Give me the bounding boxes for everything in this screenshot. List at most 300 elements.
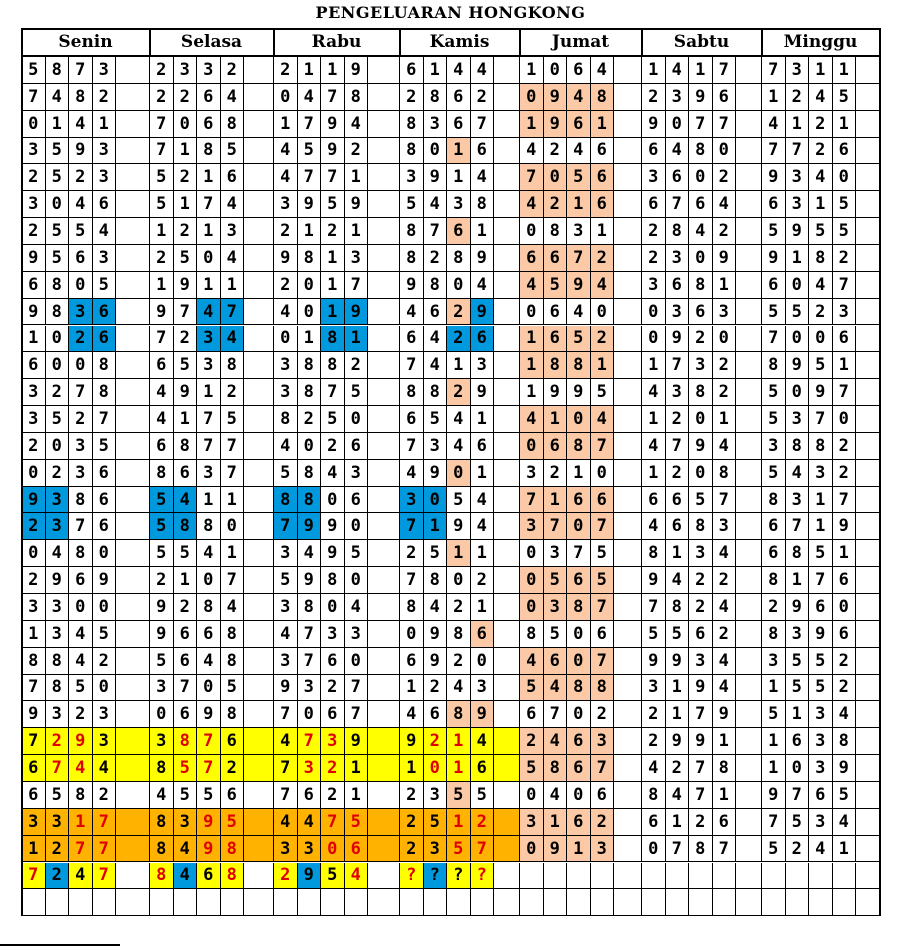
digit-cell: 7 [400, 513, 424, 540]
digit-cell: 5 [786, 809, 810, 836]
digit-cell: 6 [591, 138, 615, 165]
spacer-cell [116, 218, 150, 245]
digit-cell: 3 [424, 433, 448, 460]
spacer-cell [494, 701, 520, 728]
digit-cell: 4 [544, 782, 568, 809]
spacer-cell [614, 84, 642, 111]
digit-cell: 8 [174, 513, 198, 540]
digit-cell: 5 [762, 299, 786, 326]
digit-cell: 4 [424, 352, 448, 379]
spacer-cell [856, 326, 880, 353]
digit-cell: 8 [762, 621, 786, 648]
spacer-cell [244, 164, 274, 191]
digit-cell: 6 [447, 111, 471, 138]
digit-cell: 8 [46, 57, 70, 84]
digit-cell: 4 [591, 57, 615, 84]
digit-cell: 5 [762, 836, 786, 863]
digit-cell: 6 [567, 728, 591, 755]
digit-cell: 1 [345, 218, 369, 245]
digit-cell: 9 [424, 648, 448, 675]
digit-cell: 1 [809, 487, 833, 514]
digit-cell: 5 [544, 621, 568, 648]
digit-cell: 5 [400, 191, 424, 218]
spacer-cell [116, 836, 150, 863]
digit-cell: 1 [298, 57, 322, 84]
digit-cell: 5 [298, 138, 322, 165]
digit-cell: 4 [642, 433, 666, 460]
digit-cell: 9 [345, 191, 369, 218]
digit-cell: 1 [762, 84, 786, 111]
spacer-cell [736, 111, 762, 138]
digit-cell: 8 [424, 567, 448, 594]
digit-cell: 8 [567, 433, 591, 460]
spacer-cell [494, 594, 520, 621]
digit-cell: 2 [471, 84, 495, 111]
digit-cell: 4 [197, 540, 221, 567]
spacer-cell [736, 326, 762, 353]
spacer-cell [116, 782, 150, 809]
digit-cell: 5 [93, 272, 117, 299]
digit-cell: 9 [713, 245, 737, 272]
digit-cell: 8 [46, 299, 70, 326]
digit-cell: 3 [809, 701, 833, 728]
digit-cell: 8 [520, 621, 544, 648]
digit-cell: 5 [150, 648, 174, 675]
digit-cell: 1 [809, 191, 833, 218]
digit-cell: 1 [567, 191, 591, 218]
digit-cell: 7 [22, 728, 46, 755]
digit-cell: 5 [520, 755, 544, 782]
digit-cell: 9 [197, 809, 221, 836]
digit-cell: 9 [642, 648, 666, 675]
spacer-cell [856, 594, 880, 621]
digit-cell: 0 [833, 406, 857, 433]
digit-cell: 7 [93, 406, 117, 433]
digit-cell: 8 [471, 191, 495, 218]
digit-cell: 2 [666, 755, 690, 782]
spacer-cell [368, 57, 400, 84]
digit-cell: 1 [221, 487, 245, 514]
digit-cell: 4 [150, 406, 174, 433]
digit-cell: 5 [69, 218, 93, 245]
digit-cell: 2 [809, 299, 833, 326]
spacer-cell [116, 513, 150, 540]
spacer-cell [368, 487, 400, 514]
digit-cell: 6 [809, 782, 833, 809]
spacer-cell [856, 57, 880, 84]
spacer-cell [736, 379, 762, 406]
spacer-cell [368, 701, 400, 728]
digit-cell: 1 [786, 567, 810, 594]
digit-cell: 6 [400, 57, 424, 84]
digit-cell: 6 [471, 326, 495, 353]
spacer-cell [368, 889, 400, 916]
digit-cell: 6 [447, 218, 471, 245]
digit-cell: 6 [345, 836, 369, 863]
digit-cell: 5 [221, 675, 245, 702]
digit-cell: 7 [544, 701, 568, 728]
digit-cell: 9 [666, 728, 690, 755]
digit-cell: 0 [197, 675, 221, 702]
spacer-cell [856, 460, 880, 487]
digit-cell: 8 [150, 755, 174, 782]
spacer-cell [494, 836, 520, 863]
digit-cell: 1 [174, 567, 198, 594]
digit-cell: 2 [689, 809, 713, 836]
digit-cell: 6 [197, 863, 221, 890]
digit-cell: 8 [298, 379, 322, 406]
spacer-cell [116, 487, 150, 514]
digit-cell: 0 [197, 567, 221, 594]
digit-cell: 6 [174, 648, 198, 675]
digit-cell: 0 [22, 540, 46, 567]
digit-cell: 2 [221, 379, 245, 406]
spacer-cell [494, 138, 520, 165]
spacer-cell [368, 836, 400, 863]
digit-cell: 8 [46, 675, 70, 702]
spacer-cell [856, 111, 880, 138]
spacer-cell [116, 111, 150, 138]
spacer-cell [244, 57, 274, 84]
digit-cell: 1 [447, 755, 471, 782]
digit-cell: 1 [591, 352, 615, 379]
digit-cell: 5 [809, 352, 833, 379]
digit-cell: 1 [666, 701, 690, 728]
digit-cell: 3 [786, 406, 810, 433]
spacer-cell [116, 138, 150, 165]
digit-cell: 4 [520, 191, 544, 218]
digit-cell: 3 [567, 218, 591, 245]
digit-cell: 4 [321, 460, 345, 487]
digit-cell: 0 [567, 648, 591, 675]
digit-cell: 1 [642, 460, 666, 487]
spacer-cell [856, 352, 880, 379]
spacer-cell [244, 648, 274, 675]
digit-cell [93, 889, 117, 916]
digit-cell [591, 863, 615, 890]
spacer-cell [116, 675, 150, 702]
digit-cell: 7 [298, 648, 322, 675]
spacer-cell [494, 164, 520, 191]
spacer-cell [856, 540, 880, 567]
digit-cell: 4 [591, 406, 615, 433]
digit-cell: 7 [274, 701, 298, 728]
digit-cell: 5 [447, 782, 471, 809]
digit-cell: ? [471, 863, 495, 890]
digit-cell: 7 [174, 675, 198, 702]
digit-cell: 1 [833, 352, 857, 379]
spacer-cell [116, 809, 150, 836]
digit-cell: 3 [345, 460, 369, 487]
digit-cell: 9 [174, 379, 198, 406]
digit-cell: 7 [197, 728, 221, 755]
spacer-cell [736, 433, 762, 460]
spacer-cell [736, 218, 762, 245]
digit-cell: 3 [22, 809, 46, 836]
digit-cell: 4 [174, 836, 198, 863]
digit-cell: 0 [345, 406, 369, 433]
spacer-cell [614, 111, 642, 138]
spacer-cell [736, 675, 762, 702]
digit-cell: 1 [298, 326, 322, 353]
digit-cell: 1 [713, 272, 737, 299]
digit-cell: 6 [447, 84, 471, 111]
digit-cell: 2 [150, 245, 174, 272]
digit-cell: 3 [46, 487, 70, 514]
digit-cell: 6 [833, 567, 857, 594]
digit-cell: 9 [833, 755, 857, 782]
digit-cell: 4 [833, 809, 857, 836]
digit-cell: 3 [762, 648, 786, 675]
digit-cell: 5 [809, 218, 833, 245]
spacer-cell [244, 379, 274, 406]
digit-cell: 2 [345, 138, 369, 165]
day-header-minggu: Minggu [762, 29, 880, 57]
digit-cell: 1 [321, 245, 345, 272]
spacer-cell [244, 326, 274, 353]
digit-cell: 4 [93, 755, 117, 782]
digit-cell: 1 [666, 675, 690, 702]
digit-cell: 5 [762, 701, 786, 728]
digit-cell: 5 [567, 326, 591, 353]
digit-cell: ? [424, 863, 448, 890]
digit-cell: 2 [544, 138, 568, 165]
digit-cell: 6 [93, 326, 117, 353]
spacer-cell [614, 648, 642, 675]
digit-cell: 4 [713, 540, 737, 567]
digit-cell: 5 [221, 406, 245, 433]
digit-cell: 3 [46, 594, 70, 621]
digit-cell [447, 889, 471, 916]
digit-cell: 1 [345, 755, 369, 782]
digit-cell: 5 [274, 460, 298, 487]
spacer-cell [856, 648, 880, 675]
digit-cell: 3 [809, 755, 833, 782]
spacer-cell [494, 621, 520, 648]
digit-cell: 4 [471, 513, 495, 540]
digit-cell: 7 [713, 836, 737, 863]
digit-cell: 7 [197, 191, 221, 218]
digit-cell: 9 [345, 299, 369, 326]
spacer-cell [614, 728, 642, 755]
digit-cell: 6 [642, 809, 666, 836]
spacer-cell [736, 352, 762, 379]
digit-cell: 5 [274, 567, 298, 594]
digit-cell: 9 [544, 836, 568, 863]
digit-cell: 0 [520, 218, 544, 245]
spacer-cell [856, 84, 880, 111]
spacer-cell [244, 460, 274, 487]
spacer-cell [368, 218, 400, 245]
spacer-cell [494, 513, 520, 540]
digit-cell: 7 [93, 836, 117, 863]
spacer-cell [368, 326, 400, 353]
digit-cell: 7 [69, 57, 93, 84]
digit-cell: 6 [591, 487, 615, 514]
digit-cell: 6 [345, 487, 369, 514]
digit-cell: 2 [447, 326, 471, 353]
digit-cell: 7 [762, 138, 786, 165]
digit-cell: 3 [642, 272, 666, 299]
digit-cell: 5 [174, 245, 198, 272]
digit-cell: 2 [93, 84, 117, 111]
digit-cell: 0 [666, 111, 690, 138]
spacer-cell [368, 138, 400, 165]
digit-cell: 5 [809, 675, 833, 702]
digit-cell: 5 [150, 513, 174, 540]
digit-cell [520, 863, 544, 890]
spacer-cell [116, 460, 150, 487]
digit-cell [69, 889, 93, 916]
digit-cell: 5 [46, 245, 70, 272]
spacer-cell [614, 809, 642, 836]
digit-cell: 0 [471, 648, 495, 675]
digit-cell: 2 [46, 379, 70, 406]
digit-cell: 5 [197, 782, 221, 809]
digit-cell: 7 [46, 755, 70, 782]
digit-cell: 1 [642, 57, 666, 84]
digit-cell: 4 [786, 460, 810, 487]
spacer-cell [614, 433, 642, 460]
spacer-cell [368, 379, 400, 406]
spacer-cell [368, 406, 400, 433]
digit-cell: 8 [424, 272, 448, 299]
spacer-cell [494, 648, 520, 675]
digit-cell: 4 [274, 299, 298, 326]
spacer-cell [368, 728, 400, 755]
digit-cell: 9 [274, 245, 298, 272]
spacer-cell [856, 191, 880, 218]
digit-cell: 0 [833, 594, 857, 621]
digit-cell: 3 [424, 782, 448, 809]
digit-cell: 0 [447, 460, 471, 487]
digit-cell: 7 [689, 701, 713, 728]
digit-cell: 6 [69, 245, 93, 272]
spacer-cell [116, 84, 150, 111]
digit-cell: 7 [150, 326, 174, 353]
digit-cell: 2 [833, 433, 857, 460]
digit-cell: 1 [197, 487, 221, 514]
digit-cell: 3 [274, 648, 298, 675]
digit-cell: 2 [689, 567, 713, 594]
digit-cell [809, 863, 833, 890]
digit-cell: 0 [424, 755, 448, 782]
digit-cell: 9 [666, 326, 690, 353]
spacer-cell [736, 57, 762, 84]
spacer-cell [614, 567, 642, 594]
spacer-cell [856, 218, 880, 245]
digit-cell: 0 [520, 594, 544, 621]
spacer-cell [116, 701, 150, 728]
digit-cell: 1 [762, 675, 786, 702]
digit-cell: 1 [520, 326, 544, 353]
bottom-divider [0, 944, 120, 946]
spacer-cell [494, 728, 520, 755]
digit-cell: 0 [46, 326, 70, 353]
digit-cell [666, 863, 690, 890]
digit-cell: 5 [591, 540, 615, 567]
spacer-cell [116, 594, 150, 621]
digit-cell: 4 [274, 138, 298, 165]
digit-cell: 2 [274, 863, 298, 890]
digit-cell: 4 [447, 406, 471, 433]
digit-cell: 8 [221, 352, 245, 379]
digit-cell: 4 [544, 728, 568, 755]
digit-cell: 0 [642, 326, 666, 353]
page-title: PENGELUARAN HONGKONG [315, 3, 586, 22]
digit-cell: 3 [274, 836, 298, 863]
digit-cell: 7 [93, 863, 117, 890]
digit-cell: 8 [642, 782, 666, 809]
digit-cell: 4 [400, 701, 424, 728]
digit-cell: 9 [689, 433, 713, 460]
digit-cell: 5 [22, 57, 46, 84]
digit-cell: 3 [174, 57, 198, 84]
digit-cell: 2 [221, 755, 245, 782]
digit-cell: 7 [345, 272, 369, 299]
spacer-cell [116, 272, 150, 299]
digit-cell: 5 [833, 218, 857, 245]
digit-cell: 1 [150, 272, 174, 299]
digit-cell: 7 [274, 755, 298, 782]
digit-cell: 3 [69, 460, 93, 487]
digit-cell: 5 [544, 272, 568, 299]
spacer-cell [116, 863, 150, 890]
digit-cell: 1 [400, 675, 424, 702]
spacer-cell [244, 728, 274, 755]
digit-cell: 6 [400, 648, 424, 675]
digit-cell: 0 [689, 164, 713, 191]
digit-cell: 8 [809, 245, 833, 272]
digit-cell: 9 [471, 701, 495, 728]
digit-cell: 5 [447, 487, 471, 514]
digit-cell: 1 [22, 621, 46, 648]
digit-cell: 0 [298, 433, 322, 460]
digit-cell: 2 [321, 218, 345, 245]
spacer-cell [494, 272, 520, 299]
digit-cell: 4 [69, 191, 93, 218]
digit-cell: 8 [400, 138, 424, 165]
digit-cell: 8 [713, 460, 737, 487]
digit-cell: 2 [833, 245, 857, 272]
digit-cell: 5 [833, 84, 857, 111]
spacer-cell [494, 111, 520, 138]
digit-cell [567, 863, 591, 890]
digit-cell [471, 889, 495, 916]
digit-cell: 1 [447, 164, 471, 191]
digit-cell: 1 [471, 594, 495, 621]
digit-cell: 1 [567, 836, 591, 863]
digit-cell: 3 [274, 379, 298, 406]
digit-cell: 5 [150, 540, 174, 567]
digit-cell: 8 [22, 648, 46, 675]
digit-cell: 2 [713, 352, 737, 379]
digit-cell: 0 [544, 57, 568, 84]
spacer-cell [856, 701, 880, 728]
digit-cell: 9 [174, 272, 198, 299]
digit-cell: 3 [46, 701, 70, 728]
digit-cell: 3 [833, 299, 857, 326]
digit-cell: 2 [46, 836, 70, 863]
spacer-cell [494, 245, 520, 272]
digit-cell: 1 [197, 379, 221, 406]
digit-cell: 2 [642, 701, 666, 728]
digit-cell: 5 [46, 218, 70, 245]
digit-cell: 8 [666, 594, 690, 621]
digit-cell: 3 [666, 379, 690, 406]
spacer-cell [244, 836, 274, 863]
digit-cell: 3 [197, 57, 221, 84]
